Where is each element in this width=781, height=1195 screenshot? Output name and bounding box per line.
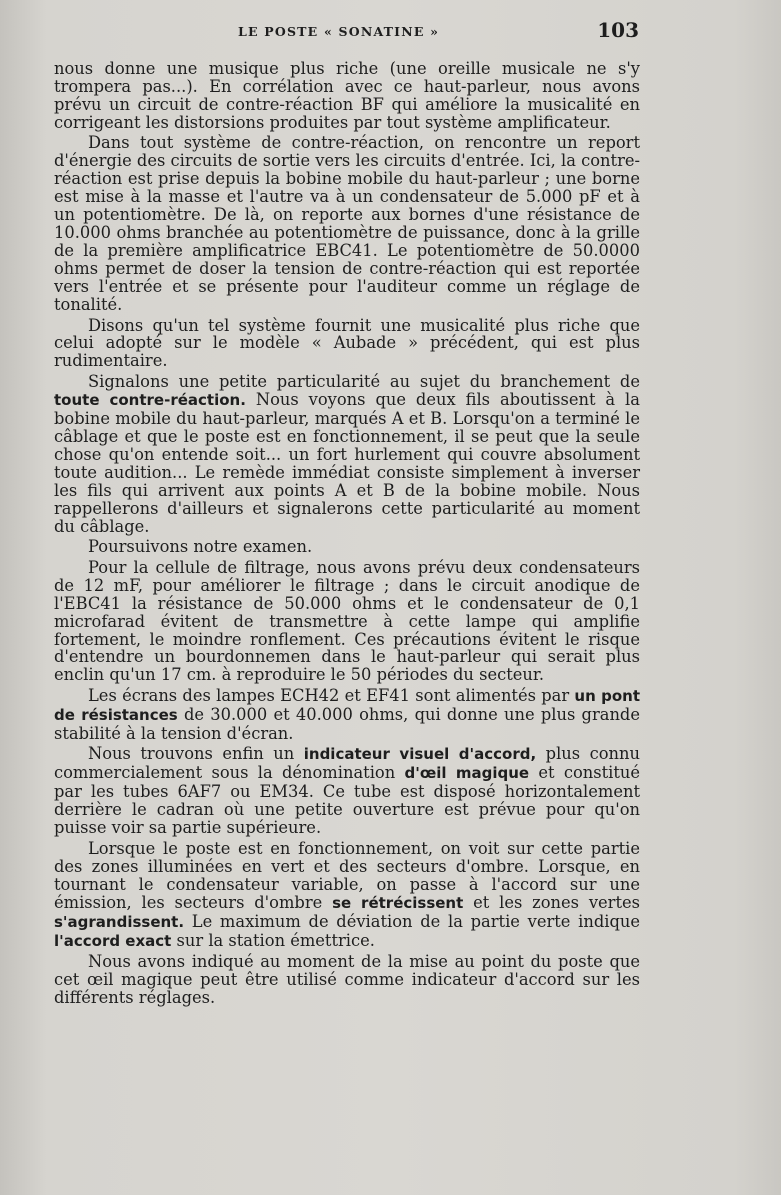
paragraph	[54, 317, 640, 371]
text-run: et constitué par les tubes 6AF7 ou EM34. Ce tube est disposé horizontalement derrière le cadran où une petite ouverture est prévue pour qu'on puisse voir sa partie supérieure.	[54, 763, 641, 838]
body-text	[54, 60, 640, 1010]
text-run: de 30.000 et 40.000 ohms, qui donne une plus grande stabilité à la tension d'écran.	[54, 704, 640, 743]
paragraph	[54, 745, 640, 837]
text-run: nous donne une musique plus riche (une oreille musicale ne s'y trompera pas...). En corrélation avec ce haut-parleur, nous avons prévu un circuit de contre-réaction BF qui améliore la musicalité en corrigeant les distorsions produites par tout système amplificateur.	[54, 59, 640, 132]
paragraph	[54, 953, 640, 1007]
paragraph	[54, 60, 640, 132]
text-run: Nous voyons que deux fils aboutissent à la bobine mobile du haut-parleur, marqués A et B. Lorsqu'on a terminé le câblage et que le poste est en fonctionnement, il se peut que la seule chose qu'on entende soit... un fort hurlement qui couvre absolument toute audition... Le remède immédiat consiste simplement à inverser les fils qui arrivent aux points A et B de la bobine mobile. Nous rappellerons d'ailleurs et signalerons cette particularité au moment du câblage.	[54, 389, 640, 536]
highlighted-phrase: s'agrandissent.	[54, 912, 185, 931]
text-run: Lorsque le poste est en fonctionnement, on voit sur cette partie des zones illuminées en vert et des secteurs d'ombre. Lorsque, en tournant le condensateur variable, on passe à l'accord sur une émission, les secteurs d'ombre	[54, 838, 640, 912]
highlighted-phrase: d'œil magique	[404, 764, 530, 783]
text-run: Pour la cellule de filtrage, nous avons prévu deux condensateurs de 12 mF, pour améliorer le filtrage ; dans le circuit anodique de l'EBC41 la résistance de 50.000 ohms et le condensateur de 0,1 microfarad évitent de transmettre à cette lampe qui amplifie fortement, le moindre ronflement. Ces précautions évitent le risque d'entendre un bourdonnemen dans le haut-parleur qui serait plus enclin qu'un 17 cm. à reproduire le 50 périodes du secteur.	[54, 557, 640, 685]
highlighted-phrase: se rétrécissent	[332, 893, 464, 912]
highlighted-phrase: toute contre-réaction.	[54, 390, 246, 409]
paragraph	[54, 687, 640, 743]
text-run: Poursuivons notre examen.	[88, 537, 313, 557]
text-run: Le maximum de déviation de la partie verte indique	[184, 911, 640, 931]
page-number: 103	[597, 18, 639, 42]
paragraph	[54, 538, 640, 556]
paragraph	[54, 134, 640, 314]
text-run: Dans tout système de contre-réaction, on rencontre un report d'énergie des circuits de sortie vers les circuits d'entrée. Ici, la contre-réaction est prise depuis la bobine mobile du haut-parleur ; une borne est mise à la masse et l'autre va à un condensateur de 5.000 pF et à un potentiomètre. De là, on reporte aux bornes d'une résistance de 10.000 ohms branchée au potentiomètre de puissance, donc à la grille de la première amplificatrice EBC41. Le potentiomètre de 50.0000 ohms permet de doser la tension de contre-réaction qui est reportée vers l'entrée et se présente pour l'auditeur comme un réglage de tonalité.	[54, 133, 640, 314]
paragraph	[54, 840, 640, 951]
highlighted-phrase: indicateur visuel d'accord,	[303, 745, 537, 764]
text-run: Disons qu'un tel système fournit une musicalité plus riche que celui adopté sur le modèle « Aubade » précédent, qui est plus rudimentaire.	[54, 315, 640, 371]
running-title: LE POSTE « SONATINE »	[238, 24, 440, 39]
text-run: et les zones vertes	[463, 892, 640, 912]
text-run: Les écrans des lampes ECH42 et EF41 sont alimentés par	[88, 685, 575, 705]
text-run: Nous trouvons enfin un	[88, 744, 304, 764]
text-run: Nous avons indiqué au moment de la mise au point du poste que cet œil magique peut être utilisé comme indicateur d'accord sur les différents réglages.	[54, 952, 640, 1007]
highlighted-phrase: l'accord exact	[54, 931, 172, 950]
highlighted-phrase: un pont de résistances	[54, 686, 640, 724]
text-run: plus connu commercialement sous la dénomination	[54, 744, 640, 783]
paragraph	[54, 373, 640, 536]
page-header	[0, 18, 781, 48]
paragraph	[54, 559, 640, 685]
text-run: Signalons une petite particularité au sujet du branchement de	[88, 371, 640, 391]
text-run: sur la station émettrice.	[171, 930, 375, 950]
